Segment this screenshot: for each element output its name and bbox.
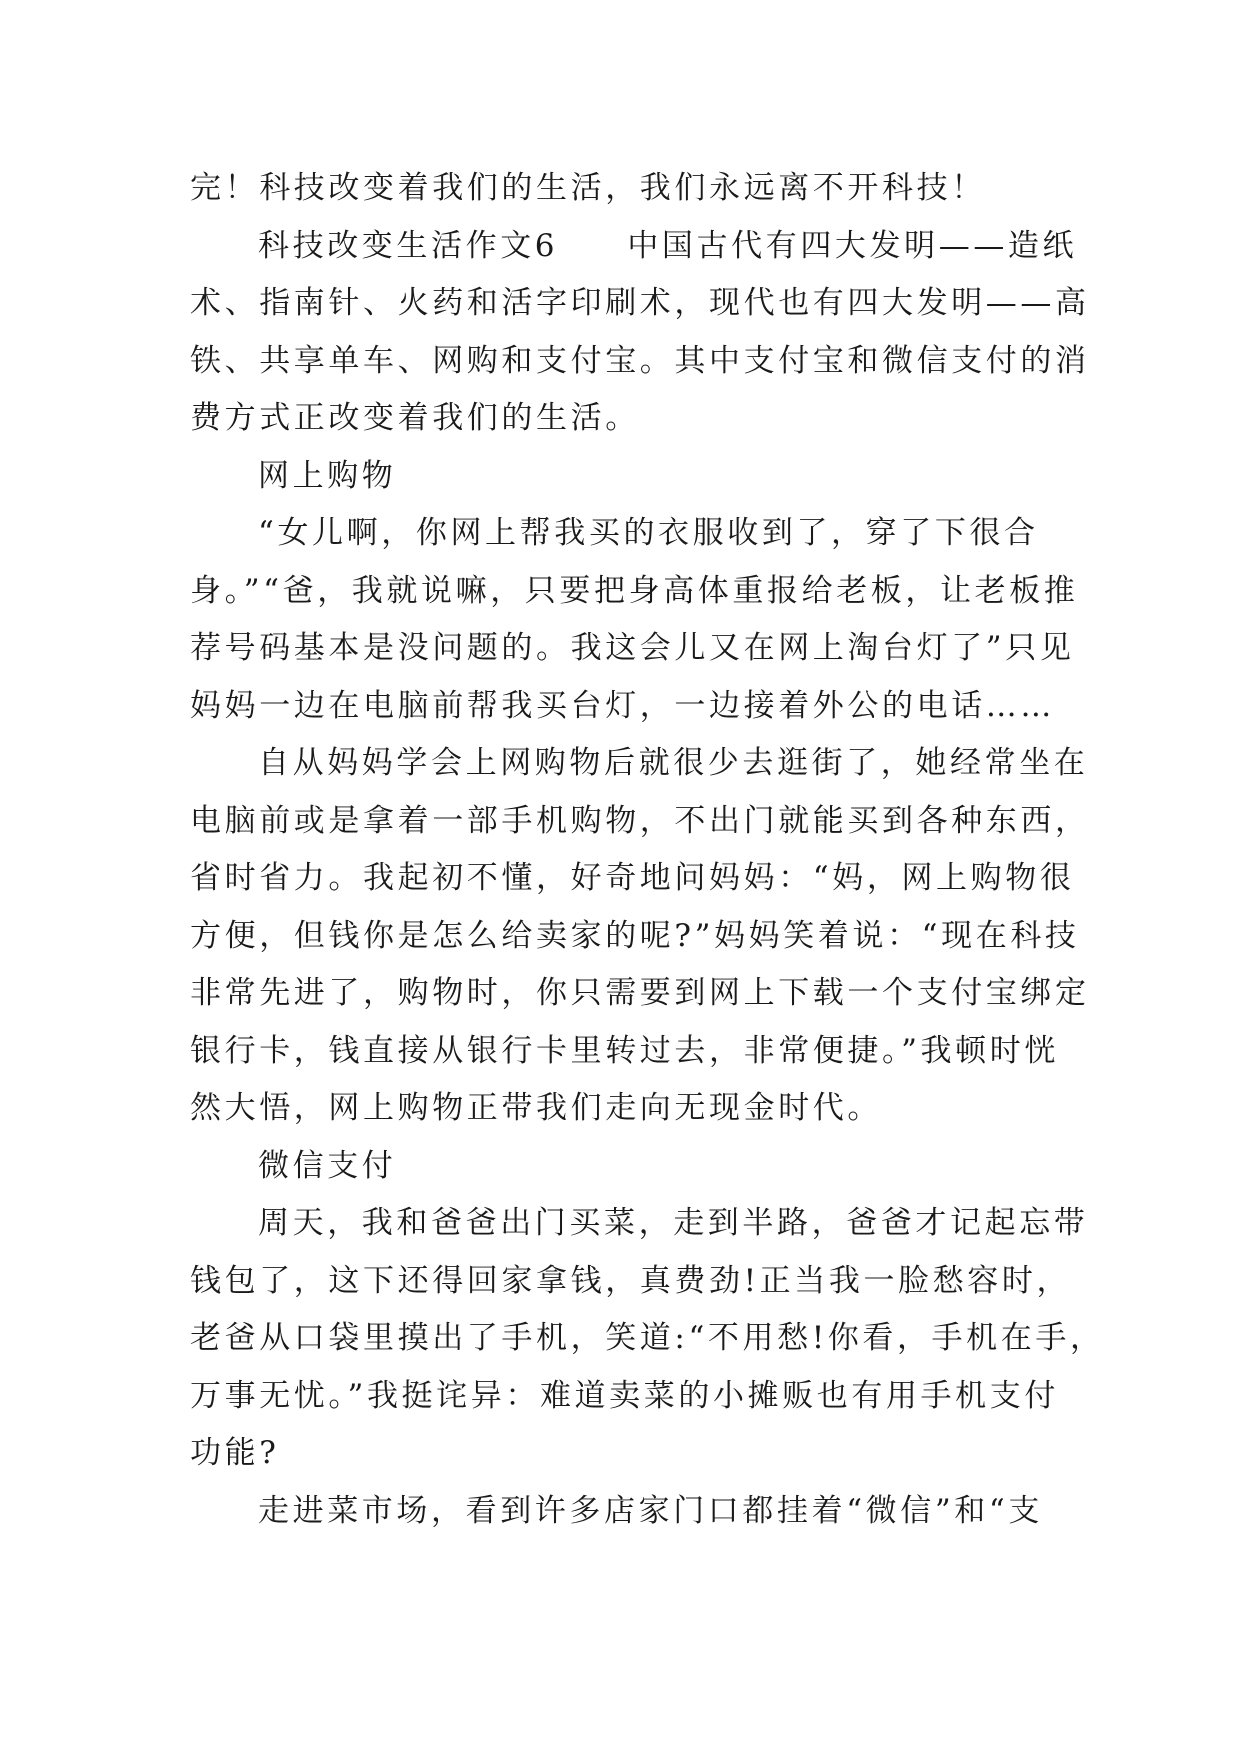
text-line: 老爸从口袋里摸出了手机，笑道:“不用愁!你看，手机在手，: [190, 1320, 1105, 1356]
text-line: 术、指南针、火药和活字印刷术，现代也有四大发明——高: [190, 285, 1090, 321]
text-line: 非常先进了，购物时，你只需要到网上下载一个支付宝绑定: [190, 975, 1090, 1011]
text-line: 钱包了，这下还得回家拿钱，真费劲!正当我一脸愁容时，: [190, 1262, 1072, 1299]
text-line: 自从妈妈学会上网购物后就很少去逛街了，她经常坐在: [258, 745, 1089, 781]
text-line: 走进菜市场，看到许多店家门口都挂着“微信”和“支: [258, 1492, 1043, 1529]
text-line: 费方式正改变着我们的生活。: [190, 400, 640, 436]
section-heading: 网上购物: [258, 457, 397, 494]
text-line: 方便，但钱你是怎么给卖家的呢?”妈妈笑着说：“现在科技: [190, 917, 1080, 954]
text-line: 铁、共享单车、网购和支付宝。其中支付宝和微信支付的消: [190, 342, 1090, 379]
text-line: “女儿啊，你网上帮我买的衣服收到了，穿了下很合: [258, 515, 1039, 551]
text-line: 省时省力。我起初不懂，好奇地问妈妈：“妈，网上购物很: [190, 860, 1075, 896]
text-line: 银行卡，钱直接从银行卡里转过去，非常便捷。”我顿时恍: [190, 1032, 1059, 1069]
document-page: [190, 160, 1105, 1540]
text-line: 身。”“爸，我就说嘛，只要把身高体重报给老板，让老板推: [190, 572, 1079, 609]
text-line: 周天，我和爸爸出门买菜，走到半路，爸爸才记起忘带: [258, 1205, 1089, 1241]
text-line: 妈妈一边在电脑前帮我买台灯，一边接着外公的电话……: [190, 687, 1055, 724]
text-line: 电脑前或是拿着一部手机购物，不出门就能买到各种东西，: [190, 802, 1090, 839]
text-line: 然大悟，网上购物正带我们走向无现金时代。: [190, 1090, 882, 1126]
text-line: 科技改变生活作文6 中国古代有四大发明——造纸: [258, 227, 1078, 264]
text-line: 荐号码基本是没问题的。我这会儿又在网上淘台灯了”只见: [190, 630, 1075, 666]
text-line: 万事无忧。”我挺诧异：难道卖菜的小摊贩也有用手机支付: [190, 1377, 1059, 1414]
text-line: 完！科技改变着我们的生活，我们永远离不开科技！: [190, 170, 986, 206]
text-line: 功能?: [190, 1435, 280, 1471]
section-heading: 微信支付: [258, 1147, 397, 1184]
